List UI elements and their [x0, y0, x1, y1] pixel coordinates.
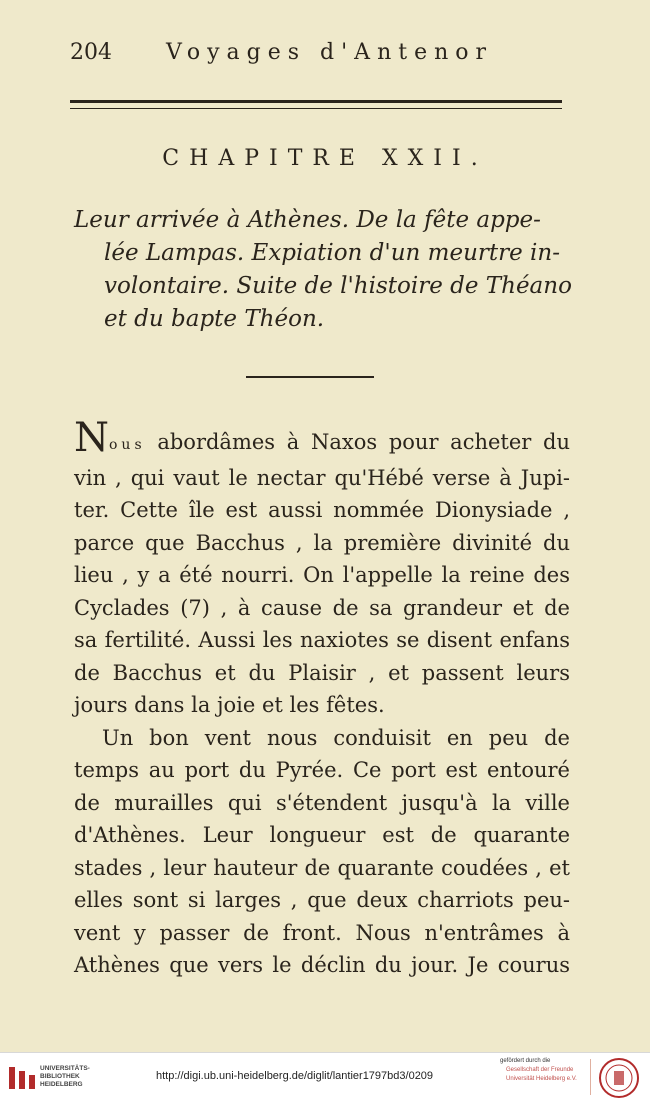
dropcap: N: [74, 415, 109, 461]
summary-line: lée Lampas. Expiation d'un meurtre in-: [104, 240, 560, 266]
text-line: vent y passer de front. Nous n'entrâmes à: [74, 920, 570, 945]
text-line: temps au port du Pyrée. Ce port est entouré: [74, 758, 570, 782]
text-line: sa fertilité. Aussi les naxiotes se disent enfans: [74, 628, 570, 652]
university-logo-icon[interactable]: [6, 1061, 38, 1093]
text-line: lieu , y a été nourri. On l'appelle la reine des: [74, 563, 570, 587]
summary-line: Leur arrivée à Athènes. De la fête appe-: [74, 207, 541, 233]
library-name: [40, 1065, 90, 1089]
sponsor: [500, 1057, 590, 1084]
text-line: Athènes que vers le déclin du jour. Je courus: [74, 953, 570, 977]
text-line: elles sont si larges , que deux charriots peu-: [74, 888, 570, 912]
text-line: parce que Bacchus , la première divinité du: [74, 530, 570, 555]
running-head: [62, 40, 582, 70]
society-seal-icon[interactable]: [598, 1057, 640, 1099]
text-line: Cyclades (7) , à cause de sa grandeur et de: [74, 595, 570, 620]
text-line: jours dans la joie et les fêtes.: [74, 693, 385, 717]
sponsor-org-line: Universität Heidelberg e.V.: [506, 1076, 577, 1082]
text-line: d'Athènes. Leur longueur est de quarante: [74, 823, 570, 847]
summary-line: volontaire. Suite de l'histoire de Théano: [104, 273, 572, 299]
permalink-url[interactable]: http://digi.ub.uni-heidelberg.de/diglit/lantier1797bd3/0209: [156, 1070, 434, 1082]
header-rule-thin: [70, 108, 562, 109]
ornament-rule: [246, 376, 374, 378]
library-name-line: UNIVERSITÄTS-: [40, 1065, 90, 1072]
summary-line: et du bapte Théon.: [104, 306, 325, 332]
text-line: ter. Cette île est aussi nommée Dionysiade ,: [74, 498, 570, 522]
text-line: Un bon vent nous conduisit en peu de: [102, 725, 570, 750]
page-number: 204: [70, 40, 112, 65]
first-line-text: abordâmes à Naxos pour acheter du: [145, 430, 570, 454]
text-line: stades , leur hauteur de quarante coudées , et: [74, 855, 570, 880]
first-line: [74, 415, 570, 462]
chapter-summary: [74, 204, 574, 336]
sponsor-divider: [590, 1059, 591, 1095]
text-line: de murailles qui s'étendent jusqu'à la ville: [74, 790, 570, 815]
chapter-title: CHAPITRE XXII.: [162, 146, 488, 171]
library-name-line: HEIDELBERG: [40, 1081, 83, 1088]
dropcap-rest: ous: [109, 437, 146, 453]
sponsor-by: gefördert durch die: [500, 1058, 551, 1064]
text-line: vin , qui vaut le nectar qu'Hébé verse à Jupi-: [74, 465, 570, 490]
library-name-line: BIBLIOTHEK: [40, 1073, 80, 1080]
header-rule-thick: [70, 100, 562, 103]
body-text: [74, 415, 570, 982]
text-line: de Bacchus et du Plaisir , et passent leurs: [74, 660, 570, 685]
viewer-footer: [0, 1052, 650, 1101]
running-title: Voyages d'Antenor: [166, 40, 494, 65]
sponsor-org-line: Gesellschaft der Freunde: [506, 1067, 574, 1073]
